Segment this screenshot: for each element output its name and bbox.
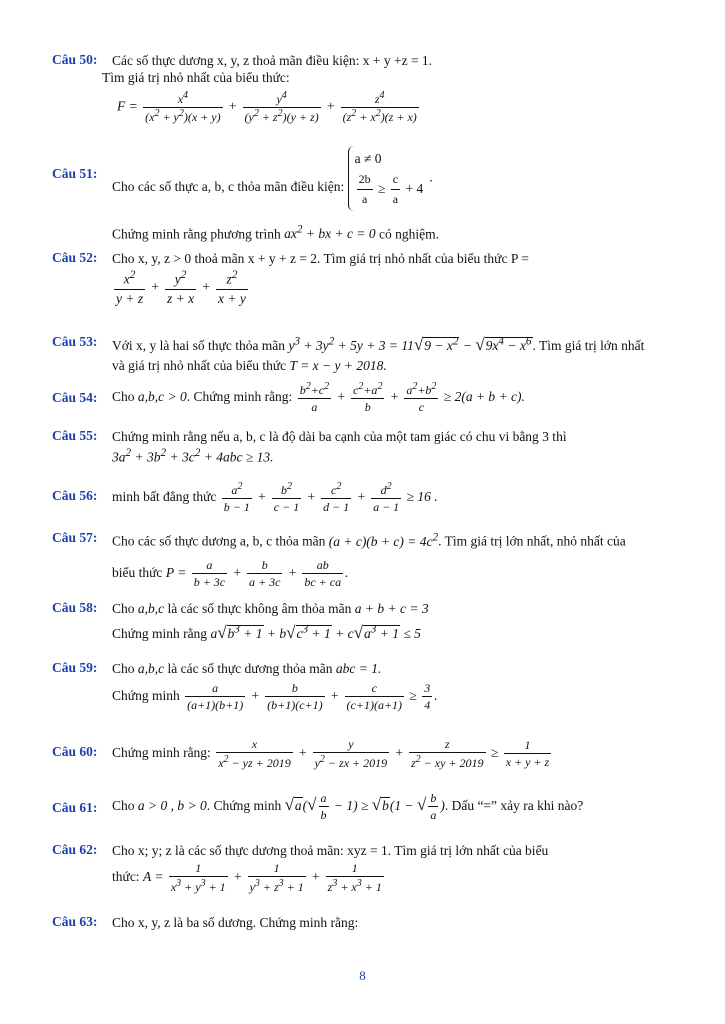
problem-label: Câu 55: bbox=[52, 428, 98, 443]
problem-label: Câu 60: bbox=[52, 744, 98, 759]
problem-text: thức: bbox=[112, 869, 140, 884]
problem-text: biểu thức bbox=[112, 564, 163, 580]
problem-text: Các số thực dương x, y, z thoả mãn điều kiện: x + y +z = 1. bbox=[112, 53, 433, 68]
problem-text: Cho bbox=[112, 797, 135, 813]
formula: A = $\frac{1}{x^3 + y^3 + 1}$ + $\frac{1}{y^3 + z^3 + 1}$ + $\frac{1}{z^3 + x^3 + 1}$ bbox=[142, 861, 382, 895]
problem-text: . Tìm giá trị lớn nhất bbox=[532, 338, 645, 353]
problem-text: Chứng minh rằng phương trình bbox=[112, 226, 281, 242]
problem-label: Câu 58: bbox=[52, 600, 98, 615]
page-number: 8 bbox=[359, 968, 366, 983]
problem-text: là các số thực dương thỏa mãn bbox=[167, 661, 333, 676]
formula: $(a + c)(b + c) = 4c^2$ bbox=[328, 531, 439, 549]
formula: abc = 1. bbox=[335, 661, 382, 676]
problem-label: Câu 57: bbox=[52, 530, 98, 545]
problem-55 bbox=[52, 428, 672, 467]
formula: $\frac{a}{(a+1)(b+1)}$ + $\frac{b}{(b+1)(c+1)}$ + $\frac{c}{(c+1)(a+1)}$ ≥ $\frac{3}{4}$ . bbox=[187, 681, 438, 713]
problem-53 bbox=[52, 334, 672, 375]
problem-text: Chứng minh bbox=[112, 688, 180, 703]
problem-text: Chứng minh rằng nếu a, b, c là độ dài ba cạnh của một tam giác có chu vi bằng 3 thì bbox=[112, 429, 567, 444]
problem-60 bbox=[52, 736, 672, 771]
formula: $\frac{x^2}{y + z}$ + $\frac{y^2}{z + x}$ + $\frac{z^2}{x + y}$ bbox=[116, 269, 246, 306]
formula: a + b + c = 3 bbox=[354, 601, 429, 616]
problem-52 bbox=[52, 250, 672, 308]
problem-text: . Chứng minh bbox=[206, 797, 282, 813]
problem-63 bbox=[52, 914, 672, 932]
problem-label: Câu 53: bbox=[52, 334, 98, 349]
problem-58 bbox=[52, 600, 672, 645]
problem-56 bbox=[52, 480, 672, 515]
problem-text: Với x, y là hai số thực thỏa mãn bbox=[112, 338, 286, 353]
problem-54 bbox=[52, 380, 672, 415]
problem-text: Cho bbox=[112, 661, 135, 676]
problem-text: Cho bbox=[112, 388, 135, 404]
problem-label: Câu 52: bbox=[52, 250, 98, 265]
problem-label: Câu 50: bbox=[52, 52, 98, 67]
problem-label: Câu 54: bbox=[52, 390, 98, 405]
problem-text: Cho x; y; z là các số thực dương thoả mãn: xyz = 1. Tìm giá trị lớn nhất của biểu bbox=[112, 843, 549, 858]
problem-text: . Dấu “=” xảy ra khi nào? bbox=[444, 797, 584, 813]
problem-label: Câu 56: bbox=[52, 488, 98, 503]
condition-system: a ≠ 0 $\frac{2b}{a}$ ≥ $\frac{c}{a}$ + 4 bbox=[348, 146, 430, 211]
formula: $a√b^3 + 1 + b√c^3 + 1 + c√a^3 + 1 \le 5$ bbox=[210, 623, 421, 643]
problem-label: Câu 62: bbox=[52, 842, 98, 857]
problem-text: Chứng minh rằng bbox=[112, 626, 208, 642]
problem-51: Câu 51: Cho các số thực a, b, c thỏa mãn điều kiện: a ≠ 0 $\frac{2b}{a}$ ≥ $\frac{c}{a}$ + 4. Chứng minh rằng phương trình $ax^2$ + bx + c = 0 có nghiệm. bbox=[52, 146, 672, 244]
problem-text: Cho x, y, z > 0 thoả mãn x + y + z = 2. Tìm giá trị nhỏ nhất của biểu thức P = bbox=[112, 251, 529, 266]
formula: $y^3 + 3y^2 + 5y + 3 = 11√9 - x^2 - √9x^4 - x^6$ bbox=[288, 335, 532, 354]
problem-59 bbox=[52, 660, 672, 714]
problem-text: Cho các số thực a, b, c thỏa mãn điều kiện: bbox=[112, 179, 345, 195]
problem-label: Câu 63: bbox=[52, 914, 98, 929]
formula: $\frac{x}{x^2 - yz + 2019}$ + $\frac{y}{y^2 - zx + 2019}$ + $\frac{z}{z^2 - xy + 2019}$ ≥ $\frac{1}{x + y + z}$ bbox=[218, 737, 550, 771]
problem-label: Câu 59: bbox=[52, 660, 98, 675]
problem-text: Tìm giá trị nhỏ nhất của biểu thức: bbox=[102, 70, 290, 86]
formula: a > 0 , b > 0 bbox=[137, 797, 207, 813]
problem-text: . Chứng minh rằng: bbox=[186, 388, 293, 404]
problem-61 bbox=[52, 790, 672, 823]
formula: T = x − y + 2018. bbox=[289, 357, 387, 373]
formula: a,b,c bbox=[137, 661, 165, 676]
problem-text: và giá trị nhỏ nhất của biểu thức bbox=[112, 357, 287, 373]
formula: $3a^2 + 3b^2 + 3c^2 + 4abc \ge 13$. bbox=[112, 447, 274, 465]
formula: a,b,c bbox=[137, 601, 165, 616]
formula: P = $\frac{a}{b + 3c}$ + $\frac{b}{a + 3c}$ + $\frac{ab}{bc + ca}$ . bbox=[165, 557, 349, 589]
problem-text: Cho các số thực dương a, b, c thỏa mãn bbox=[112, 533, 326, 549]
formula: a,b,c > 0 bbox=[137, 388, 187, 404]
problem-62 bbox=[52, 842, 672, 896]
problem-label: Câu 51: bbox=[52, 166, 98, 181]
formula: $\frac{b^2+c^2}{a}$ + $\frac{c^2+a^2}{b}$ + $\frac{a^2+b^2}{c}$ ≥ 2(a + b + c). bbox=[299, 381, 525, 415]
problem-50 bbox=[52, 52, 672, 125]
problem-text: là các số thực không âm thỏa mãn bbox=[167, 601, 352, 616]
problem-text: . Tìm giá trị lớn nhất, nhỏ nhất của bbox=[438, 533, 626, 549]
problem-label: Câu 61: bbox=[52, 800, 98, 815]
formula: √a(√ $\frac{a}{b}$ − 1) ≥ √b(1 − √ $\frac{b}{a}$ ) bbox=[284, 791, 445, 823]
formula: F = $\frac{x^4}{(x^2 + y^2)(x + y)}$ + $\frac{y^4}{(y^2 + z^2)(y + z)}$ + $\frac{z^4}{(z^2 + x^2)(z + x)}$ bbox=[117, 90, 417, 125]
problem-text: có nghiệm. bbox=[378, 226, 439, 242]
problem-text: minh bất đẳng thức bbox=[112, 488, 217, 504]
problem-text: Cho x, y, z là ba số dương. Chứng minh rằng: bbox=[112, 915, 359, 930]
formula: $ax^2$ + bx + c = 0 bbox=[284, 223, 376, 242]
problem-57 bbox=[52, 530, 672, 590]
problem-text: Cho bbox=[112, 601, 135, 616]
problem-text: Chứng minh rằng: bbox=[112, 744, 211, 760]
formula: $\frac{a^2}{b - 1}$ + $\frac{b^2}{c - 1}$ + $\frac{c^2}{d - 1}$ + $\frac{d^2}{a - 1}$ ≥ 16 . bbox=[223, 481, 438, 515]
